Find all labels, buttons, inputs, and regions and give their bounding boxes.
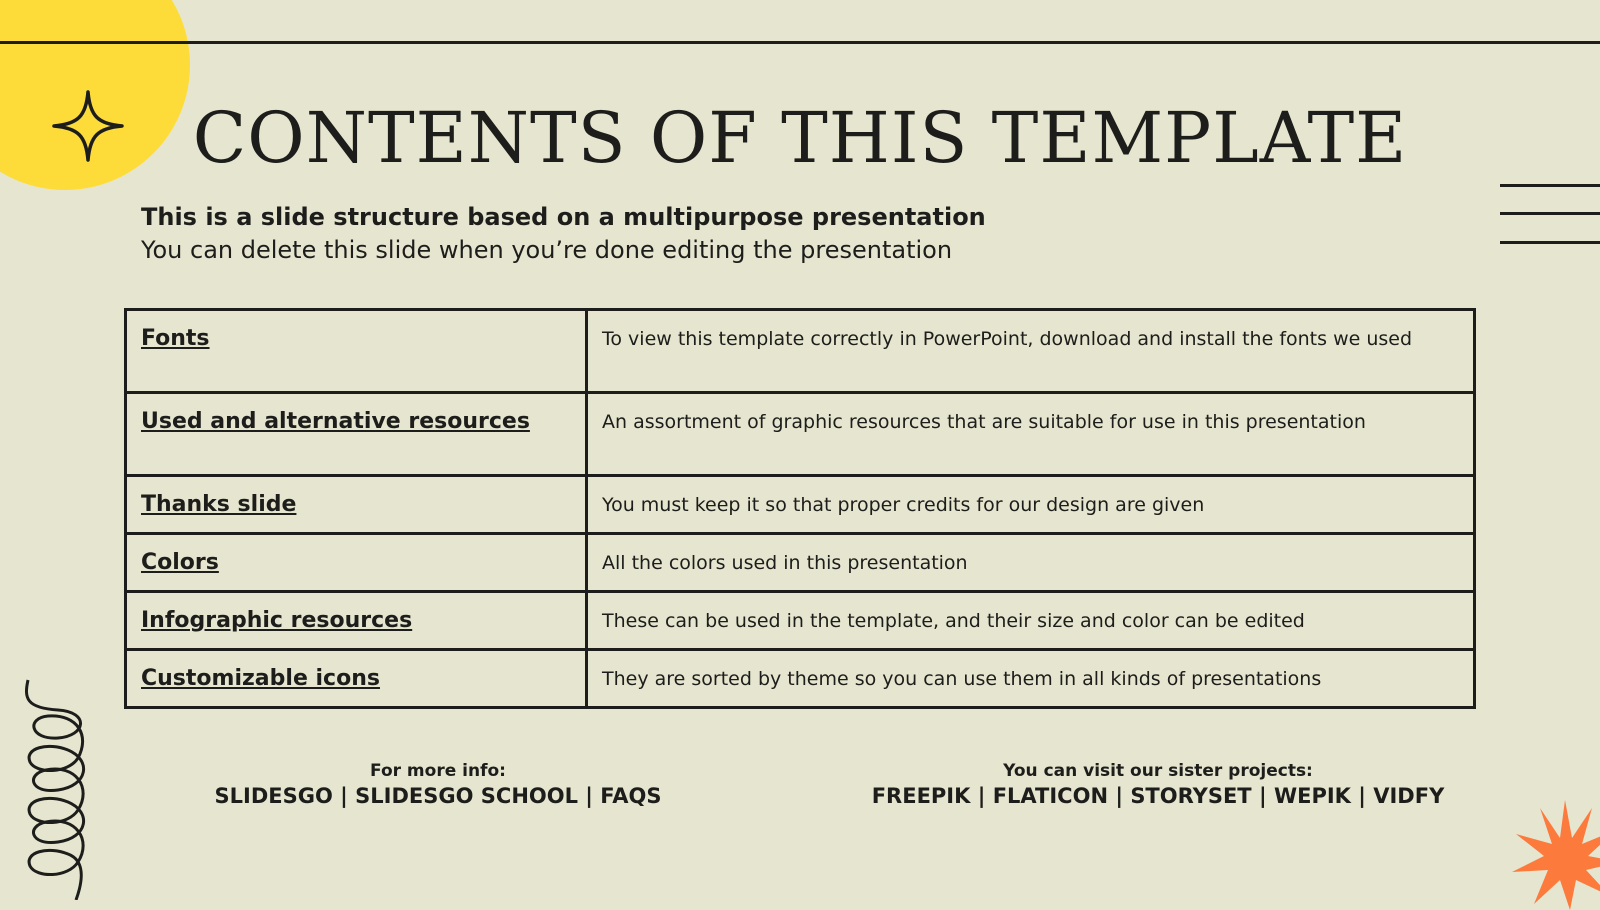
top-divider-line — [0, 41, 1600, 44]
link-separator: | — [1350, 784, 1374, 808]
footer-sister-label: You can visit our sister projects: — [1003, 761, 1313, 781]
table-cell-value — [587, 393, 1475, 476]
footer-info-label: For more info: — [370, 761, 506, 781]
table-cell-key — [126, 310, 587, 393]
table-cell-value — [587, 534, 1475, 592]
link-customizable-icons[interactable]: Customizable icons — [141, 666, 380, 691]
link-separator: | — [1108, 784, 1131, 808]
table-row — [126, 592, 1475, 650]
link-vidfy[interactable]: VIDFY — [1373, 784, 1445, 808]
row-description: These can be used in the template, and their size and color can be edited — [602, 610, 1305, 632]
table-cell-value — [587, 650, 1475, 708]
footer-sister-projects — [858, 760, 1458, 810]
link-flaticon[interactable]: FLATICON — [992, 784, 1109, 808]
row-description: All the colors used in this presentation — [602, 552, 968, 574]
link-slidesgo-school[interactable]: SLIDESGO SCHOOL — [355, 784, 578, 808]
table-row — [126, 393, 1475, 476]
row-description: They are sorted by theme so you can use them in all kinds of presentations — [602, 668, 1322, 690]
horizontal-lines-decoration — [1500, 184, 1600, 248]
footer-info-links — [188, 782, 688, 810]
link-separator: | — [1251, 784, 1274, 808]
table-cell-key — [126, 476, 587, 534]
footer-info — [188, 760, 688, 810]
table-cell-value — [587, 592, 1475, 650]
link-storyset[interactable]: STORYSET — [1130, 784, 1252, 808]
row-description: An assortment of graphic resources that are suitable for use in this presentation — [602, 411, 1366, 433]
link-used-and-alternative-resources[interactable]: Used and alternative resources — [141, 409, 530, 434]
row-description: You must keep it so that proper credits for our design are given — [602, 494, 1205, 516]
link-slidesgo[interactable]: SLIDESGO — [214, 784, 333, 808]
subtitle-bold: This is a slide structure based on a multipurpose presentation — [141, 203, 986, 231]
link-infographic-resources[interactable]: Infographic resources — [141, 608, 413, 633]
link-wepik[interactable]: WEPIK — [1273, 784, 1351, 808]
table-cell-key — [126, 393, 587, 476]
table-row — [126, 476, 1475, 534]
table-row — [126, 534, 1475, 592]
page-title: CONTENTS OF THIS TEMPLATE — [192, 97, 1408, 179]
subtitle: You can delete this slide when you’re done editing the presentation — [141, 236, 953, 264]
link-separator: | — [970, 784, 993, 808]
table-cell-value — [587, 310, 1475, 393]
link-thanks-slide[interactable]: Thanks slide — [141, 492, 297, 517]
link-fonts[interactable]: Fonts — [141, 326, 210, 351]
table-cell-value — [587, 476, 1475, 534]
coil-icon — [18, 678, 98, 900]
link-freepik[interactable]: FREEPIK — [871, 784, 971, 808]
link-separator: | — [332, 784, 356, 808]
contents-table — [124, 308, 1476, 709]
link-faqs[interactable]: FAQS — [600, 784, 662, 808]
table-row — [126, 650, 1475, 708]
table-row — [126, 310, 1475, 393]
starburst-icon — [1510, 800, 1600, 910]
link-separator: | — [577, 784, 601, 808]
row-description: To view this template correctly in PowerPoint, download and install the fonts we used — [602, 328, 1413, 350]
footer-sister-links — [858, 782, 1458, 810]
link-colors[interactable]: Colors — [141, 550, 219, 575]
table-cell-key — [126, 650, 587, 708]
table-cell-key — [126, 534, 587, 592]
table-cell-key — [126, 592, 587, 650]
